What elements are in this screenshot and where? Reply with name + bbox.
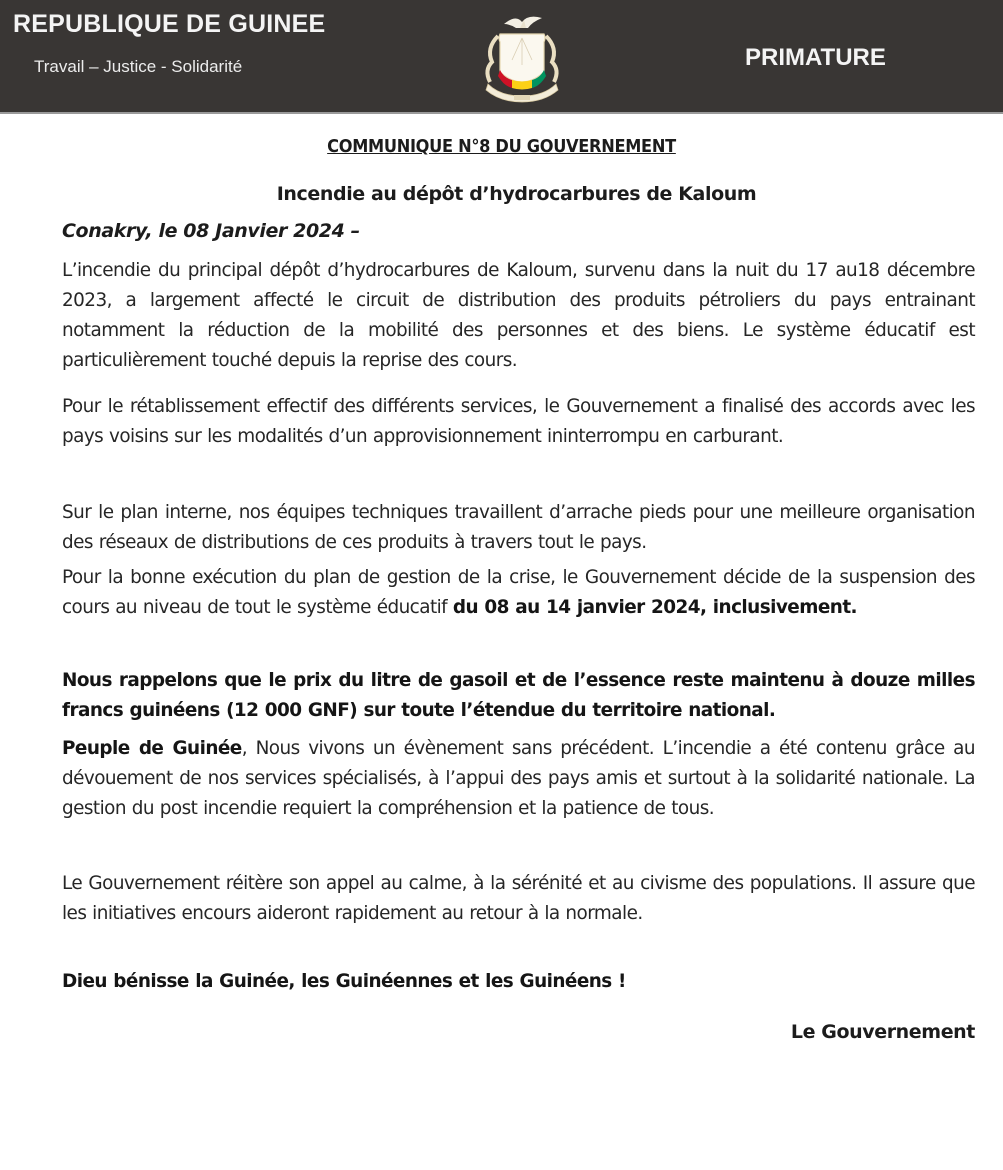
paragraph-text: L’incendie du principal dépôt d’hydrocarbures de Kaloum, survenu dans la nuit du 17 au18 décembre 2023, a largement affecté le circuit de distribution des produits pétroliers du pays entrainant notamment la réduction de la mobilité des personnes et des biens. Le système éducatif est particulièrement touché depuis la reprise des cours. — [62, 260, 975, 371]
fuel-price-statement: Nous rappelons que le prix du litre de gasoil et de l’essence reste maintenu à douze milles francs guinéens (12 000 GNF) sur toute l’étendue du territoire national. — [62, 670, 975, 721]
blessing-text: Dieu bénisse la Guinée, les Guinéennes et les Guinéens ! — [62, 971, 626, 992]
paragraph-supply-agreements — [62, 392, 975, 452]
letterhead-band — [0, 0, 1003, 114]
dateline: Conakry, le 08 Janvier 2024 – — [62, 220, 360, 242]
salutation: Peuple de Guinée — [62, 738, 242, 759]
signature: Le Gouvernement — [790, 1021, 975, 1043]
communique-subject: Incendie au dépôt d’hydrocarbures de Kaloum — [276, 183, 757, 205]
paragraph-blessing — [62, 967, 975, 997]
paragraph-text: Pour le rétablissement effectif des différents services, le Gouvernement a finalisé des accords avec les pays voisins sur les modalités d’un approvisionnement ininterrompu en carburant. — [62, 396, 975, 447]
paragraph-text: Sur le plan interne, nos équipes techniques travaillent d’arrache pieds pour une meilleure organisation des réseaux de distributions de ces produits à travers tout le pays. — [62, 502, 975, 553]
office-name: PRIMATURE — [745, 44, 886, 71]
paragraph-text: Pour la bonne exécution du plan de gestion de la crise, le Gouvernement décide de la suspension des cours au niveau de tout le système éducatif — [62, 567, 975, 618]
paragraph-call-for-calm — [62, 869, 975, 929]
paragraph-fire-impact — [62, 256, 975, 376]
communique-title: COMMUNIQUE N°8 DU GOUVERNEMENT — [327, 136, 676, 157]
paragraph-internal-distribution — [62, 498, 975, 558]
paragraph-text: , Nous vivons un évènement sans précédent. L’incendie a été contenu grâce au dévouement de nos services spécialisés, à l’appui des pays amis et surtout à la solidarité nationale. La gestion du post incendie requiert la compréhension et la patience de tous. — [62, 738, 975, 819]
coat-of-arms-icon — [476, 10, 568, 106]
paragraph-people-address — [62, 734, 975, 824]
national-motto: Travail – Justice - Solidarité — [34, 57, 243, 76]
suspension-dates: du 08 au 14 janvier 2024, inclusivement. — [452, 597, 857, 618]
paragraph-fuel-price — [62, 666, 975, 726]
country-name: REPUBLIQUE DE GUINEE — [13, 10, 326, 38]
paragraph-text: Le Gouvernement réitère son appel au calme, à la sérénité et au civisme des populations. Il assure que les initiatives encours aideront rapidement au retour à la normale. — [62, 873, 975, 924]
paragraph-school-suspension — [62, 563, 975, 623]
